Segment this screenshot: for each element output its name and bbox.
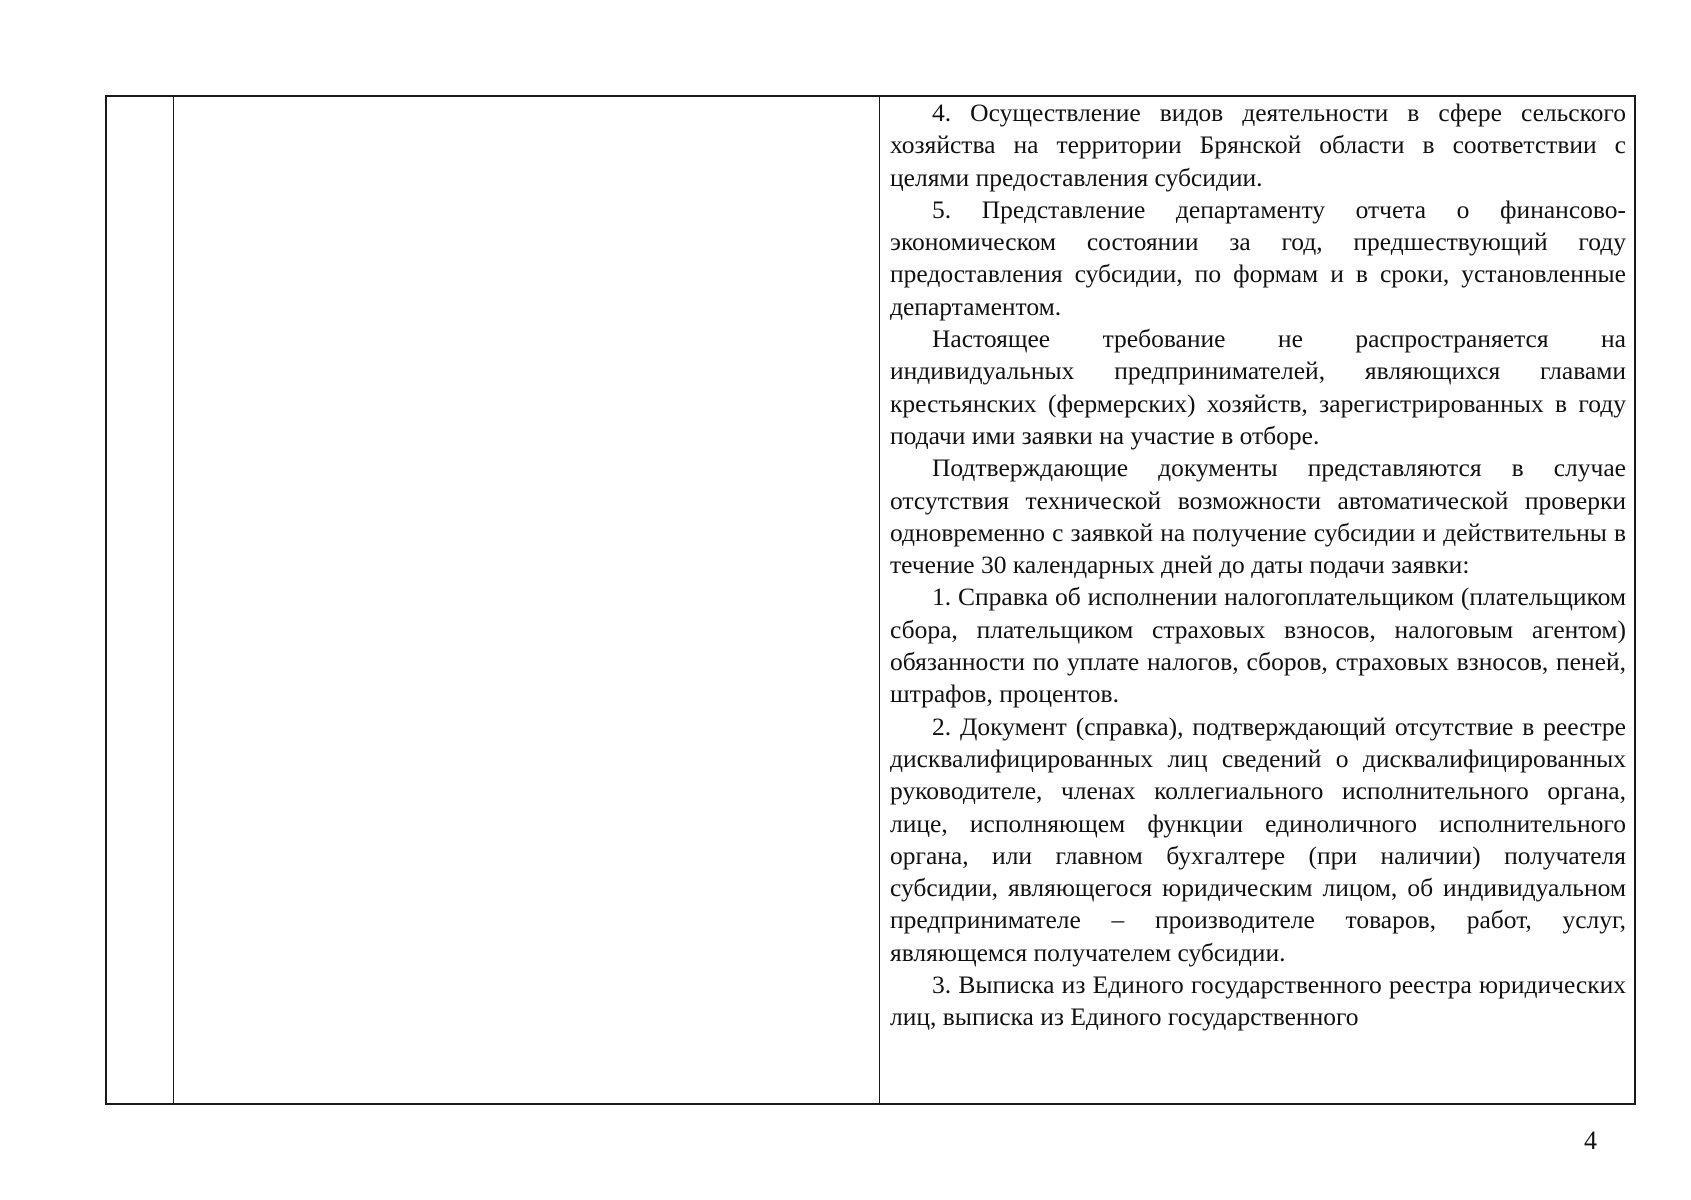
paragraph-supporting-documents: Подтверждающие документы представляются в случае отсутствия технической возможности автоматической проверки одновременно с заявкой на получение субсидии и действительны в течение 30 календарных дней до даты подачи заявки: (890, 453, 1626, 580)
paragraph-doc-3: 3. Выписка из Единого государственного реестра юридических лиц, выписка из Единого государственного (890, 970, 1626, 1032)
paragraph-item-4: 4. Осуществление видов деятельности в сфере сельского хозяйства на территории Брянской области в соответствии с целями предоставления субсидии. (890, 98, 1626, 192)
paragraph-doc-2: 2. Документ (справка), подтверждающий отсутствие в реестре дисквалифицированных лиц сведений о дисквалифицированных руководителе, членах коллегиального исполнительного органа, лице, исполняющем функции единоличного исполнительного органа, или главном бухгалтере (при наличии) получателя субсидии, являющегося юридическим лицом, об индивидуальном предпринимателе – производителе товаров, работ, услуг, являющемся получателем субсидии. (890, 711, 1626, 967)
column-divider-1 (173, 97, 174, 1103)
requirements-text-column (890, 97, 1626, 1103)
document-table (105, 95, 1636, 1105)
paragraph-exception-note: Настоящее требование не распространяется на индивидуальных предпринимателей, являющихся главами крестьянских (фермерских) хозяйств, зарегистрированных в году подачи ими заявки на участие в отборе. (890, 324, 1626, 450)
page-number: 4 (1584, 1126, 1597, 1155)
paragraph-doc-1: 1. Справка об исполнении налогоплательщиком (плательщиком сбора, плательщиком страховых взносов, налоговым агентом) обязанности по уплате налогов, сборов, страховых взносов, пеней, штрафов, процентов. (890, 582, 1626, 709)
paragraph-item-5: 5. Представление департаменту отчета о финансово-экономическом состоянии за год, предшествующий году предоставления субсидии, по формам и в сроки, установленные департаментом. (890, 194, 1626, 321)
column-divider-2 (879, 97, 880, 1103)
